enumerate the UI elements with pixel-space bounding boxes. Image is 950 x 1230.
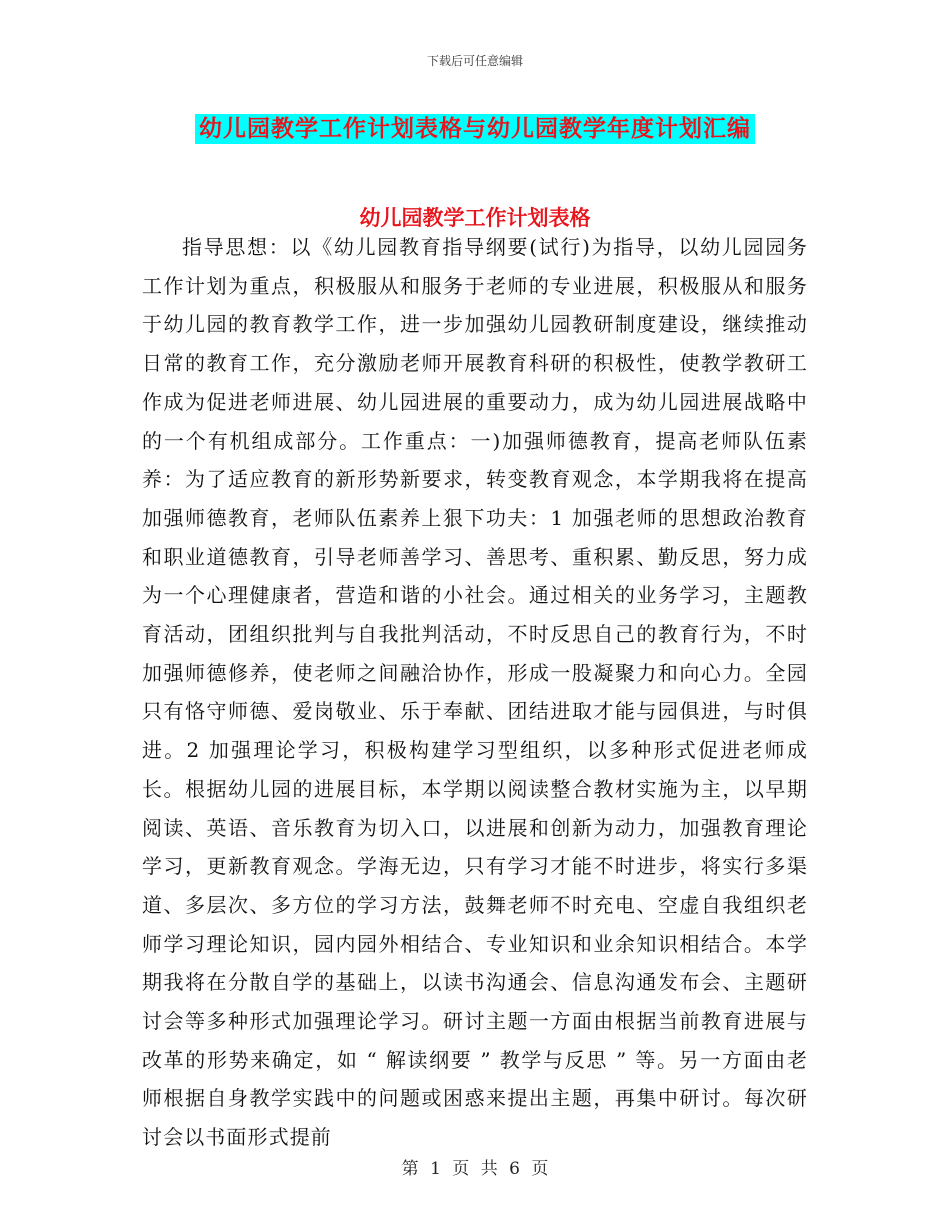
document-title: 幼儿园教学工作计划表格与幼儿园教学年度计划汇编 <box>195 114 755 144</box>
section-title: 幼儿园教学工作计划表格 <box>359 206 591 230</box>
page-header-note: 下载后可任意编辑 <box>426 54 523 68</box>
page-number-footer: 第 1 页 共 6 页 <box>401 1159 549 1179</box>
body-paragraph: 指导思想：以《幼儿园教育指导纲要(试行)为指导，以幼儿园园务工作计划为重点，积极服从和服务于老师的专业进展，积极服从和服务于幼儿园的教育教学工作，进一步加强幼儿园教研制度建设，继续推动日常的教育工作，充分激励老师开展教育科研的积极性，使教学教研工作成为促进老师进展、幼儿园进展的重要动力，成为幼儿园进展战略中的一个有机组成部分。工作重点：一)加强师德教育，提高老师队伍素养：为了适应教育的新形势新要求，转变教育观念，本学期我将在提高加强师德教育，老师队伍素养上狠下功夫：1 加强老师的思想政治教育和职业道德教育，引导老师善学习、善思考、重积累、勤反思，努力成为一个心理健康者，营造和谐的小社会。通过相关的业务学习，主题教育活动，团组织批判与自我批判活动，不时反思自己的教育行为，不时加强师德修养，使老师之间融洽协作，形成一股凝聚力和向心力。全园只有恪守师德、爱岗敬业、乐于奉献、团结进取才能与园俱进，与时俱进。2 加强理论学习，积极构建学习型组织，以多种形式促进老师成长。根据幼儿园的进展目标，本学期以阅读整合教材实施为主，以早期阅读、英语、音乐教育为切入口，以进展和创新为动力，加强教育理论学习，更新教育观念。学海无边，只有学习才能不时进步，将实行多渠道、多层次、多方位的学习方法，鼓舞老师不时充电、空虚自我组织老师学习理论知识，园内园外相结合、专业知识和业余知识相结合。本学期我将在分散自学的基础上，以读书沟通会、信息沟通发布会、主题研讨会等多种形式加强理论学习。研讨主题一方面由根据当前教育进展与改革的形势来确定，如 “ 解读纲要 ” 教学与反思 ” 等。另一方面由老师根据自身教学实践中的问题或困惑来提出主题，再集中研讨。每次研讨会以书面形式提前 <box>142 235 808 1150</box>
